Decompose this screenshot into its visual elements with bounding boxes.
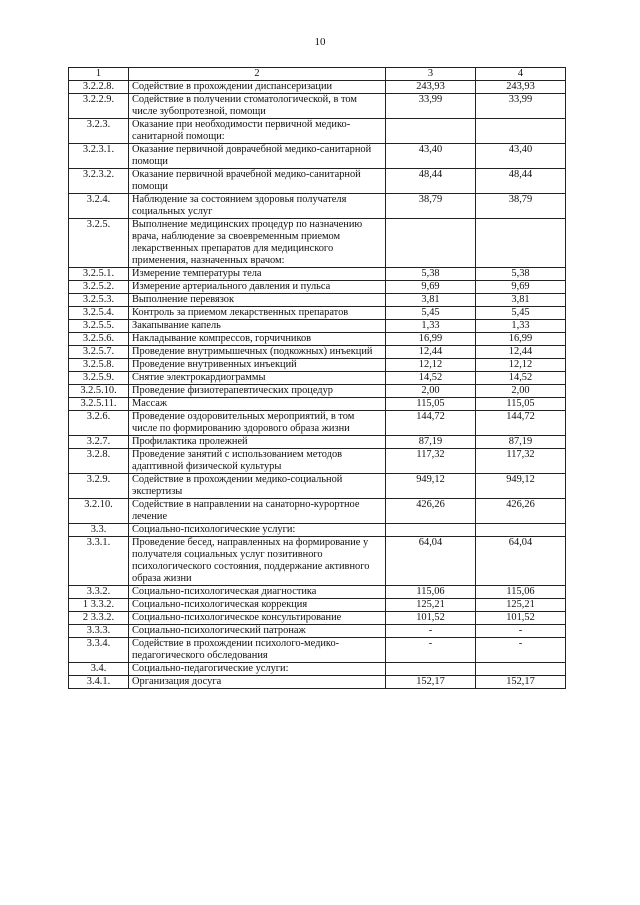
value-col3-cell: 5,45 [386,307,476,320]
value-col3-cell: 115,06 [386,586,476,599]
row-number-cell: 3.2.2.9. [69,94,129,119]
value-col3-cell [386,219,476,268]
table-row [69,411,566,436]
service-name-cell: Содействие в прохождении диспансеризации [129,81,386,94]
service-name-cell: Проведение оздоровительных мероприятий, в том числе по формированию здорового образа жизни [129,411,386,436]
table-row [69,398,566,411]
value-col4-cell [476,119,566,144]
value-col3-cell: 16,99 [386,333,476,346]
value-col3-cell: 949,12 [386,474,476,499]
service-name-cell: Содействие в прохождении медико-социальной экспертизы [129,474,386,499]
row-number-cell: 3.4.1. [69,676,129,689]
service-name-cell: Массаж [129,398,386,411]
service-name-cell: Проведение физиотерапевтических процедур [129,385,386,398]
value-col4-cell [476,663,566,676]
service-name-cell: Организация досуга [129,676,386,689]
value-col3-cell: 14,52 [386,372,476,385]
value-col3-cell: 33,99 [386,94,476,119]
row-number-cell: 3.3. [69,524,129,537]
row-number-cell: 1 3.3.2. [69,599,129,612]
table-row [69,346,566,359]
value-col4-cell: 1,33 [476,320,566,333]
table-row [69,612,566,625]
row-number-cell: 3.2.4. [69,194,129,219]
value-col4-cell: 949,12 [476,474,566,499]
table-row [69,499,566,524]
value-col4-cell: 38,79 [476,194,566,219]
value-col4-cell [476,524,566,537]
table-row [69,676,566,689]
row-number-cell: 3.2.5.8. [69,359,129,372]
service-name-cell: Выполнение перевязок [129,294,386,307]
table-row [69,385,566,398]
row-number-cell: 3.2.5.7. [69,346,129,359]
table-row [69,449,566,474]
row-number-cell: 3.2.3.1. [69,144,129,169]
page-number: 10 [314,36,326,48]
service-name-cell: Социально-психологическое консультирование [129,612,386,625]
value-col3-cell [386,119,476,144]
value-col3-cell: 1,33 [386,320,476,333]
value-col3-cell: 87,19 [386,436,476,449]
value-col3-cell: 3,81 [386,294,476,307]
value-col3-cell: 38,79 [386,194,476,219]
row-number-cell: 3.2.9. [69,474,129,499]
table-row [69,94,566,119]
value-col4-cell: 64,04 [476,537,566,586]
table-row [69,537,566,586]
value-col3-cell: 144,72 [386,411,476,436]
row-number-cell: 3.2.5.10. [69,385,129,398]
column-header-1: 1 [69,68,129,81]
table-row [69,307,566,320]
value-col3-cell: 43,40 [386,144,476,169]
row-number-cell: 3.2.10. [69,499,129,524]
row-number-cell: 3.2.5.4. [69,307,129,320]
service-name-cell: Социально-психологическая диагностика [129,586,386,599]
table-row [69,372,566,385]
service-name-cell: Содействие в прохождении психолого-медико-педагогического обследования [129,638,386,663]
table-row [69,333,566,346]
value-col4-cell: 101,52 [476,612,566,625]
service-name-cell: Снятие электрокардиограммы [129,372,386,385]
row-number-cell: 3.2.5.1. [69,268,129,281]
row-number-cell: 3.2.5.5. [69,320,129,333]
column-header-2: 2 [129,68,386,81]
row-number-cell: 3.2.5.3. [69,294,129,307]
value-col4-cell: 117,32 [476,449,566,474]
service-name-cell: Выполнение медицинских процедур по назначению врача, наблюдение за своевременным приемом лекарственных препаратов для медицинского применения, назначенных врачом: [129,219,386,268]
value-col4-cell: 9,69 [476,281,566,294]
row-number-cell: 3.2.6. [69,411,129,436]
value-col4-cell: 426,26 [476,499,566,524]
row-number-cell: 3.2.5.2. [69,281,129,294]
service-name-cell: Измерение артериального давления и пульса [129,281,386,294]
row-number-cell: 3.3.4. [69,638,129,663]
table-row [69,194,566,219]
value-col4-cell: - [476,625,566,638]
service-name-cell: Оказание первичной врачебной медико-санитарной помощи [129,169,386,194]
row-number-cell: 3.2.5. [69,219,129,268]
value-col3-cell: 9,69 [386,281,476,294]
row-number-cell: 3.3.1. [69,537,129,586]
service-name-cell: Оказание первичной доврачебной медико-санитарной помощи [129,144,386,169]
value-col4-cell: 115,05 [476,398,566,411]
value-col4-cell [476,219,566,268]
service-name-cell: Накладывание компрессов, горчичников [129,333,386,346]
service-name-cell: Закапывание капель [129,320,386,333]
row-number-cell: 3.3.3. [69,625,129,638]
row-number-cell: 3.2.3.2. [69,169,129,194]
service-name-cell: Проведение внутримышечных (подкожных) инъекций [129,346,386,359]
row-number-cell: 3.2.2.8. [69,81,129,94]
service-name-cell: Проведение внутривенных инъекций [129,359,386,372]
value-col4-cell: 14,52 [476,372,566,385]
value-col3-cell: 115,05 [386,398,476,411]
service-name-cell: Содействие в получении стоматологической, в том числе зубопротезной, помощи [129,94,386,119]
service-name-cell: Измерение температуры тела [129,268,386,281]
service-name-cell: Проведение бесед, направленных на формирование у получателя социальных услуг позитивного психологического состояния, поддержание активного образа жизни [129,537,386,586]
value-col3-cell: 48,44 [386,169,476,194]
table-row [69,119,566,144]
value-col3-cell: 426,26 [386,499,476,524]
value-col3-cell: 12,12 [386,359,476,372]
value-col3-cell: 243,93 [386,81,476,94]
row-number-cell: 3.3.2. [69,586,129,599]
row-number-cell: 3.2.8. [69,449,129,474]
value-col3-cell: 101,52 [386,612,476,625]
service-name-cell: Контроль за приемом лекарственных препаратов [129,307,386,320]
value-col4-cell: 144,72 [476,411,566,436]
table-row [69,219,566,268]
value-col4-cell: 87,19 [476,436,566,449]
column-header-4: 4 [476,68,566,81]
value-col4-cell: 115,06 [476,586,566,599]
value-col4-cell: 33,99 [476,94,566,119]
service-name-cell: Социально-психологическая коррекция [129,599,386,612]
value-col3-cell: 2,00 [386,385,476,398]
value-col3-cell: 5,38 [386,268,476,281]
table-row [69,169,566,194]
table-row [69,524,566,537]
service-name-cell: Содействие в направлении на санаторно-курортное лечение [129,499,386,524]
value-col3-cell: 12,44 [386,346,476,359]
value-col3-cell: - [386,625,476,638]
service-name-cell: Социально-педагогические услуги: [129,663,386,676]
value-col4-cell: 5,38 [476,268,566,281]
value-col4-cell: 125,21 [476,599,566,612]
table-row [69,474,566,499]
services-tariff-table [68,67,566,689]
value-col4-cell: - [476,638,566,663]
row-number-cell: 3.2.3. [69,119,129,144]
value-col4-cell: 2,00 [476,385,566,398]
row-number-cell: 3.2.5.11. [69,398,129,411]
value-col4-cell: 3,81 [476,294,566,307]
service-name-cell: Профилактика пролежней [129,436,386,449]
row-number-cell: 3.4. [69,663,129,676]
table-row [69,599,566,612]
value-col4-cell: 12,12 [476,359,566,372]
table-row [69,625,566,638]
value-col3-cell [386,524,476,537]
row-number-cell: 3.2.5.6. [69,333,129,346]
table-row [69,663,566,676]
value-col4-cell: 48,44 [476,169,566,194]
value-col3-cell: - [386,638,476,663]
value-col3-cell: 152,17 [386,676,476,689]
value-col3-cell [386,663,476,676]
service-name-cell: Проведение занятий с использованием методов адаптивной физической культуры [129,449,386,474]
table-row [69,281,566,294]
service-name-cell: Оказание при необходимости первичной медико-санитарной помощи: [129,119,386,144]
service-name-cell: Наблюдение за состоянием здоровья получателя социальных услуг [129,194,386,219]
table-row [69,268,566,281]
value-col4-cell: 12,44 [476,346,566,359]
value-col3-cell: 117,32 [386,449,476,474]
table-header-row [69,68,566,81]
value-col4-cell: 43,40 [476,144,566,169]
table-row [69,359,566,372]
service-name-cell: Социально-психологические услуги: [129,524,386,537]
value-col4-cell: 16,99 [476,333,566,346]
value-col3-cell: 125,21 [386,599,476,612]
table-row [69,436,566,449]
service-name-cell: Социально-психологический патронаж [129,625,386,638]
value-col4-cell: 243,93 [476,81,566,94]
table-row [69,638,566,663]
row-number-cell: 2 3.3.2. [69,612,129,625]
row-number-cell: 3.2.5.9. [69,372,129,385]
value-col4-cell: 152,17 [476,676,566,689]
table-row [69,586,566,599]
table-row [69,81,566,94]
column-header-3: 3 [386,68,476,81]
value-col3-cell: 64,04 [386,537,476,586]
table-row [69,320,566,333]
table-row [69,144,566,169]
table-row [69,294,566,307]
row-number-cell: 3.2.7. [69,436,129,449]
value-col4-cell: 5,45 [476,307,566,320]
